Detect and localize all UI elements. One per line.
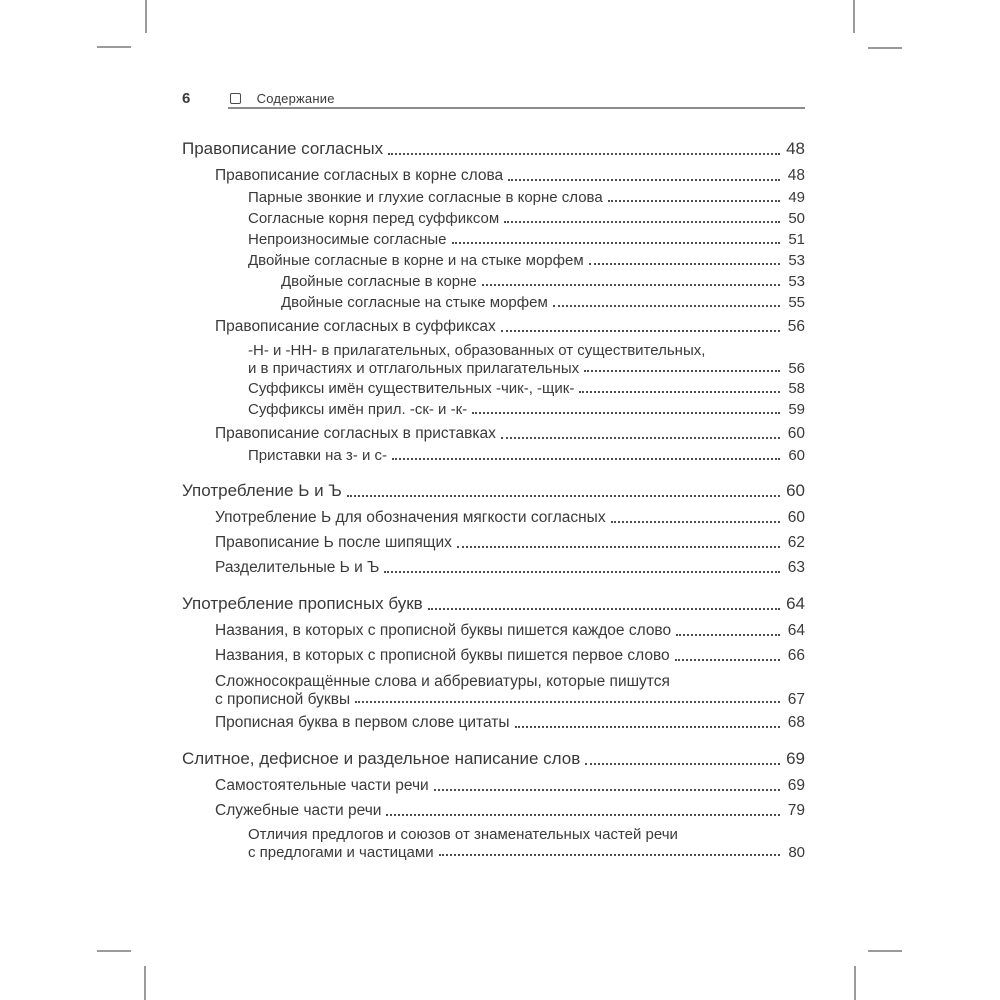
table-of-contents (182, 136, 805, 862)
toc-entry-line2 (248, 843, 805, 862)
toc-entry (182, 556, 805, 579)
toc-page-number: 55 (788, 294, 805, 311)
toc-entry (182, 422, 805, 445)
dot-leader (434, 789, 780, 791)
toc-page-number: 59 (788, 401, 805, 418)
toc-entry-title: Прописная буква в первом слове цитаты (215, 714, 510, 731)
toc-page-number: 49 (788, 189, 805, 206)
toc-page-number: 53 (788, 273, 805, 290)
toc-entry (182, 187, 805, 208)
dot-leader (472, 412, 780, 414)
toc-entry-title: Правописание согласных (182, 139, 384, 158)
toc-entry-title: Самостоятельные части речи (215, 777, 429, 794)
toc-entry-title: Суффиксы имён существительных -чик-, -щик- (248, 380, 575, 397)
page-number: 6 (182, 90, 191, 107)
header-title: Содержание (256, 91, 335, 106)
toc-entry-title: и в причастиях и отглагольных прилагательных (248, 360, 580, 377)
dot-leader (676, 634, 780, 636)
toc-entry (182, 208, 805, 229)
toc-entry-line2 (215, 690, 805, 709)
toc-page-number: 51 (788, 231, 805, 248)
toc-entry-line1: Отличия предлогов и союзов от знаменательных частей речи (248, 826, 678, 843)
dot-leader (579, 391, 780, 393)
page-header (182, 90, 805, 112)
toc-page-number: 66 (787, 647, 805, 664)
toc-entry-title: Двойные согласные в корне (281, 273, 477, 290)
dot-leader (428, 608, 780, 610)
toc-entry-line2 (248, 359, 805, 378)
toc-entry (182, 445, 805, 466)
toc-entry (182, 669, 805, 709)
toc-entry-title: Служебные части речи (215, 802, 382, 819)
dot-leader (386, 814, 780, 816)
toc-entry-title: Двойные согласные в корне и на стыке морфем (248, 252, 584, 269)
dot-leader (553, 305, 780, 307)
crop-mark-top-right-vertical (853, 0, 855, 33)
toc-entry-title: Парные звонкие и глухие согласные в корне слова (248, 189, 603, 206)
toc-page-number: 60 (787, 425, 805, 442)
toc-entry (182, 478, 805, 504)
dot-leader (482, 284, 780, 286)
toc-entry (182, 338, 805, 378)
toc-entry-title: Приставки на з- и с- (248, 447, 387, 464)
toc-entry-title: с прописной буквы (215, 691, 351, 708)
toc-entry (182, 292, 805, 313)
toc-entry (182, 506, 805, 529)
toc-entry (182, 799, 805, 822)
toc-entry-title: Правописание согласных в суффиксах (215, 318, 496, 335)
toc-page-number: 79 (787, 802, 805, 819)
dot-leader (504, 221, 780, 223)
dot-leader (439, 854, 780, 856)
toc-page-number: 69 (787, 777, 805, 794)
toc-entry-line1: -Н- и -НН- в прилагательных, образованных от существительных, (248, 342, 706, 359)
toc-page-number: 64 (786, 594, 805, 613)
toc-entry-title: Правописание Ь после шипящих (215, 534, 452, 551)
toc-page-number: 53 (788, 252, 805, 269)
crop-mark-bottom-left-vertical (144, 966, 146, 1000)
toc-entry-title: Двойные согласные на стыке морфем (281, 294, 548, 311)
crop-mark-top-left-horizontal (97, 46, 131, 48)
toc-entry (182, 591, 805, 617)
toc-page-number: 48 (786, 139, 805, 158)
dot-leader (515, 726, 781, 728)
dot-leader (675, 659, 780, 661)
toc-page-number: 68 (787, 714, 805, 731)
toc-page-number: 63 (787, 559, 805, 576)
dot-leader (501, 437, 780, 439)
toc-page-number: 80 (788, 844, 805, 861)
toc-entry-title: Суффиксы имён прил. -ск- и -к- (248, 401, 468, 418)
crop-mark-bottom-left-horizontal (97, 950, 131, 952)
toc-page-number: 60 (786, 481, 805, 500)
toc-entry-title: Разделительные Ь и Ъ (215, 559, 380, 576)
toc-page-number: 69 (786, 749, 805, 768)
toc-page-number: 67 (787, 691, 805, 708)
dot-leader (384, 571, 780, 573)
dot-leader (388, 153, 780, 155)
dot-leader (355, 701, 780, 703)
toc-entry-title: Согласные корня перед суффиксом (248, 210, 500, 227)
toc-entry-title: Непроизносимые согласные (248, 231, 447, 248)
toc-entry (182, 822, 805, 862)
crop-mark-top-left-vertical (145, 0, 147, 33)
dot-leader (452, 242, 780, 244)
toc-entry (182, 271, 805, 292)
dot-leader (508, 179, 780, 181)
toc-entry (182, 619, 805, 642)
toc-entry (182, 315, 805, 338)
toc-page-number: 60 (788, 447, 805, 464)
dot-leader (611, 521, 780, 523)
toc-page-number: 60 (787, 509, 805, 526)
toc-page-number: 50 (788, 210, 805, 227)
toc-entry-title: Правописание согласных в корне слова (215, 167, 504, 184)
crop-mark-bottom-right-vertical (854, 966, 856, 1000)
toc-page-number: 56 (788, 360, 805, 377)
toc-page-number: 64 (787, 622, 805, 639)
toc-entry (182, 378, 805, 399)
toc-entry (182, 746, 805, 772)
toc-entry (182, 774, 805, 797)
toc-entry-title: Названия, в которых с прописной буквы пишется первое слово (215, 647, 670, 664)
dot-leader (608, 200, 780, 202)
toc-entry (182, 399, 805, 420)
toc-entry-title: Употребление прописных букв (182, 594, 423, 613)
crop-mark-bottom-right-horizontal (868, 950, 902, 952)
toc-entry-title: с предлогами и частицами (248, 844, 434, 861)
dot-leader (457, 546, 780, 548)
dot-leader (347, 495, 780, 497)
header-rule (228, 107, 805, 109)
toc-entry (182, 136, 805, 162)
toc-entry (182, 250, 805, 271)
toc-entry (182, 711, 805, 734)
toc-entry (182, 644, 805, 667)
dot-leader (392, 458, 780, 460)
toc-page-number: 58 (788, 380, 805, 397)
open-square-icon (230, 93, 241, 104)
toc-page-number: 48 (787, 167, 805, 184)
toc-entry (182, 229, 805, 250)
dot-leader (501, 330, 780, 332)
toc-entry (182, 164, 805, 187)
toc-entry-title: Употребление Ь для обозначения мягкости согласных (215, 509, 606, 526)
toc-entry-title: Слитное, дефисное и раздельное написание слов (182, 749, 581, 768)
toc-page-number: 62 (787, 534, 805, 551)
dot-leader (589, 263, 780, 265)
dot-leader (584, 370, 780, 372)
toc-entry-title: Употребление Ь и Ъ (182, 481, 342, 500)
toc-entry-title: Названия, в которых с прописной буквы пишется каждое слово (215, 622, 672, 639)
dot-leader (585, 763, 780, 765)
toc-entry-title: Правописание согласных в приставках (215, 425, 496, 442)
toc-page-number: 56 (787, 318, 805, 335)
toc-entry (182, 531, 805, 554)
crop-mark-top-right-horizontal (868, 47, 902, 49)
toc-entry-line1: Сложносокращённые слова и аббревиатуры, которые пишутся (215, 673, 670, 690)
